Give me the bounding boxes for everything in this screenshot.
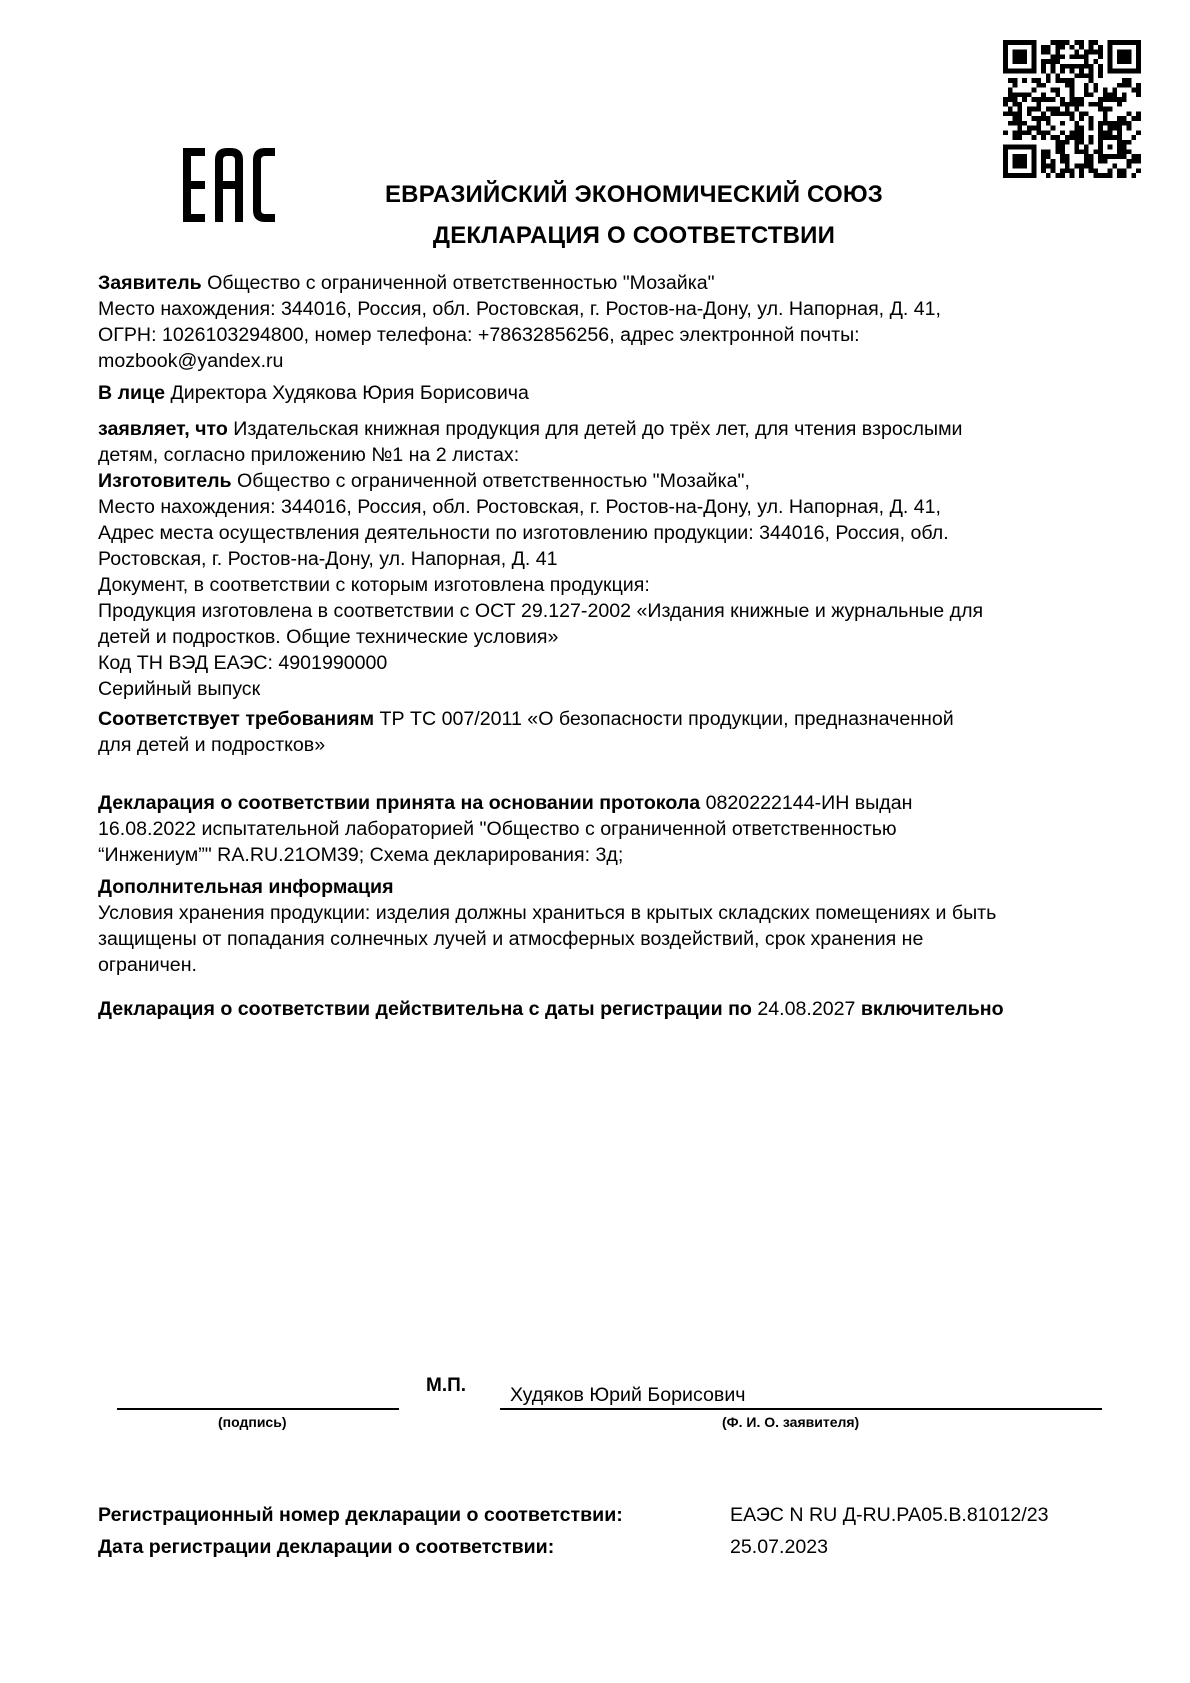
manufacturer-name: Общество с ограниченной ответственностью "Мозайка", (231, 470, 750, 492)
additional-section (98, 874, 1133, 978)
manufacturer-activity-address: Адрес места осуществления деятельности по изготовлению продукции: 344016, Россия, обл. (98, 522, 949, 544)
basis-accreditation: “Инжениум”" RA.RU.21ОМ39; Схема декларирования: 3д; (98, 844, 624, 866)
registration-number-value: ЕАЭС N RU Д-RU.РА05.В.81012/23 (730, 1504, 1049, 1526)
basis-protocol: 0820222144-ИН выдан (700, 792, 913, 814)
additional-line1: Условия хранения продукции: изделия должны храниться в крытых складских помещениях и быть (98, 902, 997, 924)
basis-label: Декларация о соответствии принята на основании протокола (98, 792, 701, 814)
compliance-label: Соответствует требованиям (98, 708, 375, 730)
applicant-name: Общество с ограниченной ответственностью "Мозайка" (201, 272, 715, 294)
declares-line2: детям, согласно приложению №1 на 2 листах: (98, 444, 520, 466)
applicant-ogrn: ОГРН: 1026103294800, номер телефона: +78632856256, адрес электронной почты: (98, 324, 860, 346)
applicant-section (98, 270, 1133, 374)
signer-name: Худяков Юрий Борисович (510, 1384, 746, 1406)
represented-section (98, 380, 1133, 406)
manufacturer-activity-address-cont: Ростовская, г. Ростов-на-Дону, ул. Напорная, Д. 41 (98, 548, 558, 570)
manufacturer-label: Изготовитель (98, 470, 232, 492)
qr-code (1003, 40, 1141, 178)
compliance-regulation-cont: для детей и подростков» (98, 734, 326, 756)
registration-date-value: 25.07.2023 (730, 1536, 829, 1558)
document-heading: Документ, в соответствии с которым изготовлена продукция: (98, 574, 650, 596)
basis-section (98, 790, 1133, 868)
applicant-label: Заявитель (98, 272, 202, 294)
validity-label: Декларация о соответствии действительна с даты регистрации по (98, 998, 752, 1020)
registration-number-label: Регистрационный номер декларации о соответствии: (98, 1504, 623, 1526)
registration-date-label: Дата регистрации декларации о соответствии: (98, 1536, 555, 1558)
name-line (500, 1408, 1102, 1410)
additional-label: Дополнительная информация (98, 876, 394, 898)
declares-section (98, 416, 1133, 702)
declaration-title: ДЕКЛАРАЦИЯ О СООТВЕТСТВИИ (432, 222, 836, 249)
declares-label: заявляет, что (98, 418, 228, 440)
applicant-email: mozbook@yandex.ru (98, 350, 284, 372)
validity-date: 24.08.2027 (751, 998, 861, 1020)
manufacturer-address: Место нахождения: 344016, Россия, обл. Ростовская, г. Ростов-на-Дону, ул. Напорная, Д. 41, (98, 496, 941, 518)
additional-line3: ограничен. (98, 954, 197, 976)
compliance-section (98, 706, 1133, 758)
production-type: Серийный выпуск (98, 678, 261, 700)
document-standard-cont: детей и подростков. Общие технические условия» (98, 626, 559, 648)
union-title: ЕВРАЗИЙСКИЙ ЭКОНОМИЧЕСКИЙ СОЮЗ (384, 181, 884, 208)
name-caption: (Ф. И. О. заявителя) (722, 1414, 860, 1430)
hs-code: Код ТН ВЭД ЕАЭС: 4901990000 (98, 652, 388, 674)
document-standard: Продукция изготовлена в соответствии с ОСТ 29.127-2002 «Издания книжные и журнальные для (98, 600, 984, 622)
represented-label: В лице (98, 382, 166, 404)
declares-line1: Издательская книжная продукция для детей до трёх лет, для чтения взрослыми (227, 418, 963, 440)
compliance-regulation: ТР ТС 007/2011 «О безопасности продукции, предназначенной (374, 708, 954, 730)
stamp-label: М.П. (426, 1375, 467, 1396)
basis-laboratory: 16.08.2022 испытательной лабораторией "Общество с ограниченной ответственностью (98, 818, 897, 840)
signature-line (117, 1408, 399, 1410)
applicant-address: Место нахождения: 344016, Россия, обл. Ростовская, г. Ростов-на-Дону, ул. Напорная, Д. 41, (98, 298, 941, 320)
additional-line2: защищены от попадания солнечных лучей и атмосферных воздействий, срок хранения не (98, 928, 924, 950)
validity-section (98, 996, 1133, 1022)
signature-caption: (подпись) (218, 1414, 287, 1430)
represented-value: Директора Худякова Юрия Борисовича (165, 382, 529, 404)
validity-suffix: включительно (860, 998, 1004, 1020)
